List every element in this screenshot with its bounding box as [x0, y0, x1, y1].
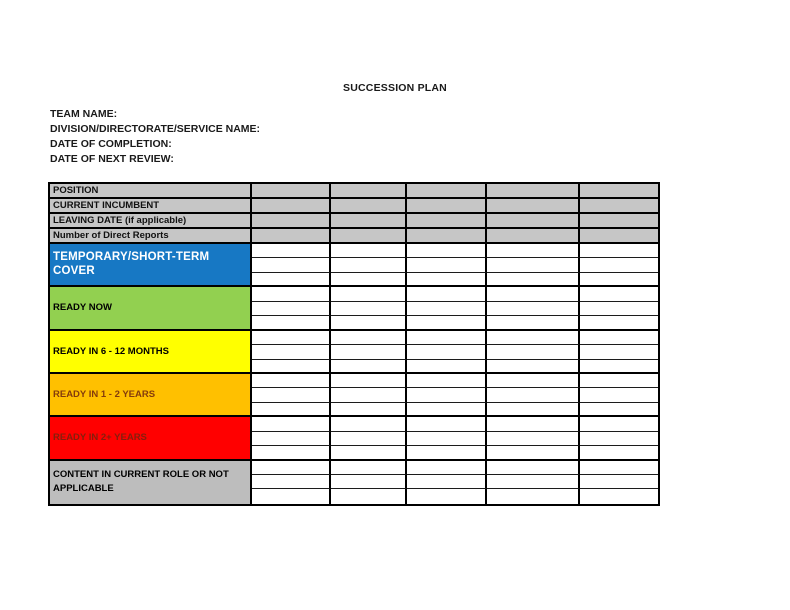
data-cell[interactable]: [331, 388, 407, 402]
data-cell[interactable]: [331, 432, 407, 446]
data-cell[interactable]: [580, 258, 658, 272]
data-cell[interactable]: [252, 345, 331, 359]
meta-labels: [50, 107, 260, 167]
data-cell[interactable]: [331, 475, 407, 489]
data-cell[interactable]: [407, 374, 487, 388]
data-cell[interactable]: [580, 432, 658, 446]
data-cell[interactable]: [252, 432, 331, 446]
header-row-label-position: POSITION: [50, 184, 252, 199]
data-cell[interactable]: [252, 316, 331, 330]
header-data-cell[interactable]: [331, 214, 407, 229]
data-cell[interactable]: [331, 489, 407, 503]
header-data-cell[interactable]: [487, 184, 580, 199]
header-data-cell[interactable]: [487, 214, 580, 229]
data-cell[interactable]: [407, 388, 487, 402]
team-name-label: TEAM NAME:: [50, 108, 118, 120]
section-label-ready-in-1-2-years: READY IN 1 - 2 YEARS: [50, 374, 252, 417]
data-cell[interactable]: [331, 244, 407, 258]
data-cell[interactable]: [331, 345, 407, 359]
data-cell[interactable]: [487, 374, 580, 388]
header-data-cell[interactable]: [487, 199, 580, 214]
data-cell[interactable]: [487, 316, 580, 330]
header-data-cell[interactable]: [580, 229, 658, 244]
data-cell[interactable]: [331, 360, 407, 374]
data-cell[interactable]: [331, 273, 407, 287]
section-label-content-in-current-role-or-not-applicable: CONTENT IN CURRENT ROLE OR NOT APPLICABLE: [50, 461, 252, 504]
data-cell[interactable]: [487, 273, 580, 287]
data-cell[interactable]: [252, 360, 331, 374]
data-cell[interactable]: [407, 475, 487, 489]
data-cell[interactable]: [487, 388, 580, 402]
section-label-ready-now: READY NOW: [50, 287, 252, 330]
data-cell[interactable]: [580, 374, 658, 388]
header-data-cell[interactable]: [331, 199, 407, 214]
data-cell[interactable]: [252, 331, 331, 345]
data-cell[interactable]: [407, 403, 487, 417]
data-cell[interactable]: [580, 345, 658, 359]
data-cell[interactable]: [407, 244, 487, 258]
data-cell[interactable]: [407, 287, 487, 301]
data-cell[interactable]: [252, 273, 331, 287]
header-data-cell[interactable]: [580, 214, 658, 229]
data-cell[interactable]: [580, 489, 658, 503]
data-cell[interactable]: [487, 475, 580, 489]
page-title: SUCCESSION PLAN: [343, 82, 447, 94]
date-of-next-review-label: DATE OF NEXT REVIEW:: [50, 153, 174, 165]
data-cell[interactable]: [252, 475, 331, 489]
data-cell[interactable]: [252, 446, 331, 460]
data-cell[interactable]: [487, 258, 580, 272]
data-cell[interactable]: [252, 302, 331, 316]
data-cell[interactable]: [580, 244, 658, 258]
data-cell[interactable]: [252, 258, 331, 272]
data-cell[interactable]: [252, 388, 331, 402]
data-cell[interactable]: [407, 446, 487, 460]
data-cell[interactable]: [407, 417, 487, 431]
data-cell[interactable]: [487, 360, 580, 374]
data-cell[interactable]: [252, 374, 331, 388]
data-cell[interactable]: [331, 302, 407, 316]
data-cell[interactable]: [487, 446, 580, 460]
division-directorate-service-name-label: DIVISION/DIRECTORATE/SERVICE NAME:: [50, 123, 261, 135]
section-label-ready-in-6-12-months: READY IN 6 - 12 MONTHS: [50, 331, 252, 374]
data-cell[interactable]: [580, 287, 658, 301]
data-cell[interactable]: [407, 360, 487, 374]
data-cell[interactable]: [487, 417, 580, 431]
data-cell[interactable]: [252, 461, 331, 475]
section-label-temporary-short-term-cover: TEMPORARY/SHORT-TERM COVER: [50, 244, 252, 287]
succession-table: [48, 182, 660, 506]
data-cell[interactable]: [580, 331, 658, 345]
header-data-cell[interactable]: [252, 229, 331, 244]
header-data-cell[interactable]: [580, 184, 658, 199]
data-cell[interactable]: [331, 316, 407, 330]
data-cell[interactable]: [487, 432, 580, 446]
data-cell[interactable]: [580, 302, 658, 316]
data-cell[interactable]: [407, 316, 487, 330]
data-cell[interactable]: [487, 403, 580, 417]
header-data-cell[interactable]: [487, 229, 580, 244]
data-cell[interactable]: [331, 446, 407, 460]
data-cell[interactable]: [580, 388, 658, 402]
data-cell[interactable]: [580, 446, 658, 460]
header-data-cell[interactable]: [407, 184, 487, 199]
data-cell[interactable]: [331, 331, 407, 345]
header-data-cell[interactable]: [407, 229, 487, 244]
data-cell[interactable]: [580, 417, 658, 431]
header-data-cell[interactable]: [407, 199, 487, 214]
header-data-cell[interactable]: [331, 184, 407, 199]
data-cell[interactable]: [331, 374, 407, 388]
data-cell[interactable]: [487, 461, 580, 475]
data-cell[interactable]: [580, 273, 658, 287]
data-cell[interactable]: [252, 417, 331, 431]
data-cell[interactable]: [331, 287, 407, 301]
header-data-cell[interactable]: [252, 184, 331, 199]
data-cell[interactable]: [252, 403, 331, 417]
data-cell[interactable]: [487, 287, 580, 301]
data-cell[interactable]: [331, 417, 407, 431]
data-cell[interactable]: [407, 489, 487, 503]
data-cell[interactable]: [580, 316, 658, 330]
data-cell[interactable]: [487, 244, 580, 258]
data-cell[interactable]: [407, 258, 487, 272]
header-data-cell[interactable]: [407, 214, 487, 229]
header-data-cell[interactable]: [252, 199, 331, 214]
data-cell[interactable]: [580, 461, 658, 475]
data-cell[interactable]: [487, 489, 580, 503]
data-cell[interactable]: [252, 489, 331, 503]
data-cell[interactable]: [407, 432, 487, 446]
data-cell[interactable]: [580, 475, 658, 489]
header-row-label-number-of-direct-reports: Number of Direct Reports: [50, 229, 252, 244]
data-cell[interactable]: [487, 331, 580, 345]
data-cell[interactable]: [407, 461, 487, 475]
header-row-label-leaving-date-if-applicable: LEAVING DATE (if applicable): [50, 214, 252, 229]
data-cell[interactable]: [407, 345, 487, 359]
data-cell[interactable]: [407, 302, 487, 316]
date-of-completion-label: DATE OF COMPLETION:: [50, 138, 172, 150]
data-cell[interactable]: [252, 244, 331, 258]
data-cell[interactable]: [252, 287, 331, 301]
header-row-label-current-incumbent: CURRENT INCUMBENT: [50, 199, 252, 214]
data-cell[interactable]: [580, 360, 658, 374]
data-cell[interactable]: [407, 331, 487, 345]
data-cell[interactable]: [331, 461, 407, 475]
data-cell[interactable]: [331, 403, 407, 417]
data-cell[interactable]: [407, 273, 487, 287]
header-data-cell[interactable]: [331, 229, 407, 244]
data-cell[interactable]: [331, 258, 407, 272]
header-data-cell[interactable]: [580, 199, 658, 214]
header-data-cell[interactable]: [252, 214, 331, 229]
data-cell[interactable]: [487, 345, 580, 359]
data-cell[interactable]: [487, 302, 580, 316]
section-label-ready-in-2-plus-years: READY IN 2+ YEARS: [50, 417, 252, 460]
data-cell[interactable]: [580, 403, 658, 417]
